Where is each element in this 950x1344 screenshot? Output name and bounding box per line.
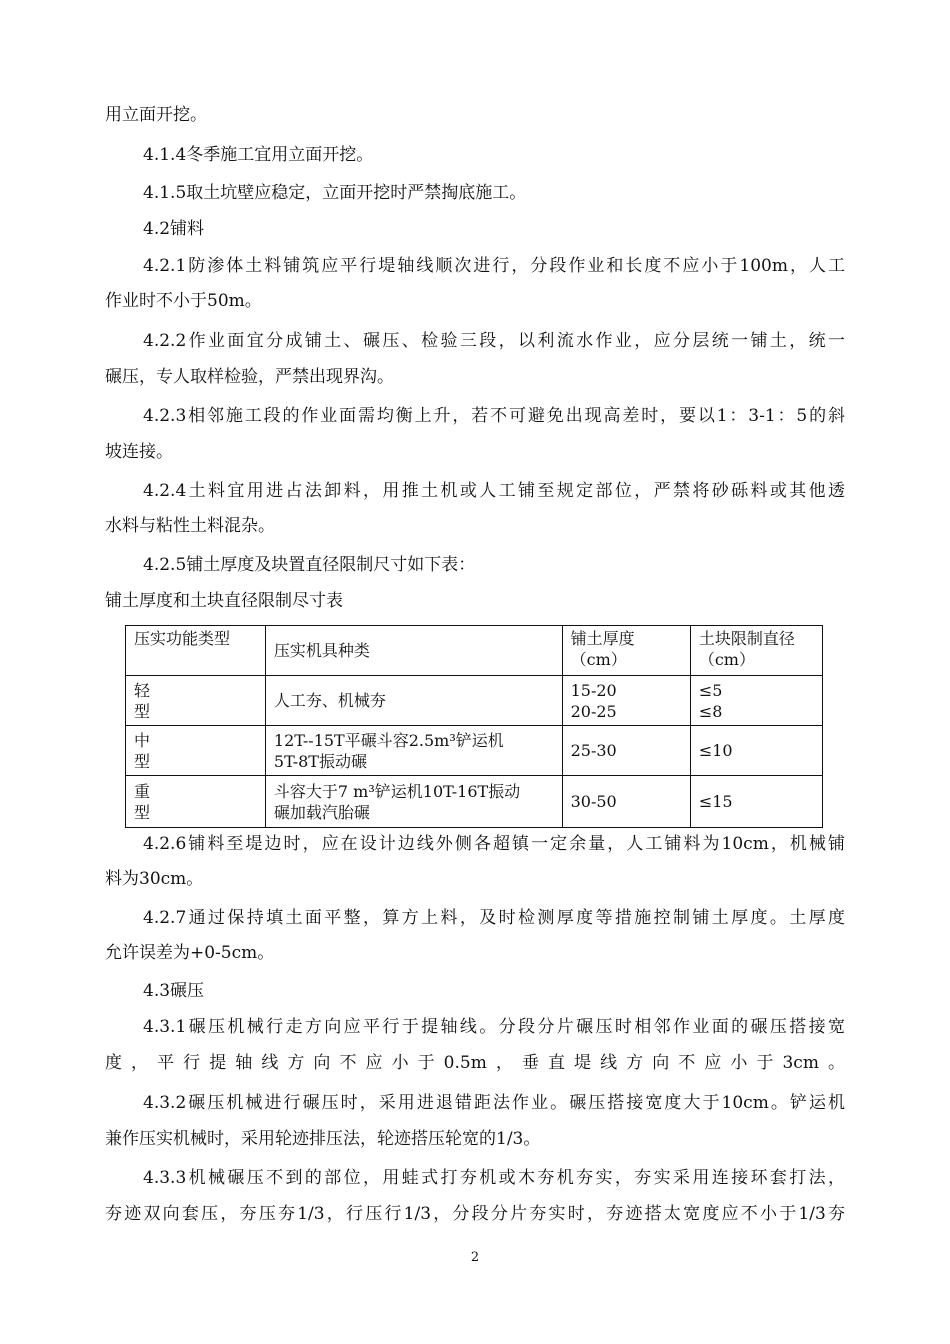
paragraph-line: 料为30cm。 <box>105 869 204 889</box>
paragraph-line: 4.2.1防渗体土料铺筑应平行堤轴线顺次进行，分段作业和长度不应小于100m，人工 <box>143 256 845 276</box>
type-label: 重 型 <box>134 781 181 822</box>
paragraph-line: 作业时不小于50m。 <box>105 291 262 311</box>
paragraph-line: 水料与粘性土料混杂。 <box>105 516 275 536</box>
diameter-line: ≤8 <box>698 701 723 721</box>
page-number: 2 <box>470 1250 480 1265</box>
paragraph-line: 4.1.4冬季施工宜用立面开挖。 <box>143 145 374 165</box>
cell-diameter <box>690 776 822 828</box>
machine-line: 5T-8T振动碾 <box>273 751 367 771</box>
machine-line: 人工夯、机械夯 <box>273 691 386 710</box>
table-caption: 铺土厚度和土块直径限制尽寸表 <box>105 591 343 611</box>
paragraph-line: 4.2.5铺土厚度及块置直径限制尺寸如下表： <box>143 555 476 575</box>
header-type: 压实功能类型 <box>126 626 266 676</box>
paragraph-line: 4.1.5取土坑壁应稳定，立面开挖时严禁掏底施工。 <box>143 183 527 203</box>
cell-machine <box>265 726 562 776</box>
section-heading: 4.2铺料 <box>143 219 205 239</box>
paragraph-line: 4.2.4土料宜用进占法卸料，用推土机或人工铺至规定部位，严禁将砂砾料或其他透 <box>143 481 845 501</box>
paragraph-line: 夯迹双向套压，夯压夯1/3，行压行1/3，分段分片夯实时，夯迹搭太宽度应不小于1/3夯 <box>105 1204 845 1224</box>
paragraph-line: 用立面开挖。 <box>105 105 207 125</box>
paragraph-line: 4.2.2作业面宜分成铺土、碾压、检验三段，以利流水作业，应分层统一铺土，统一 <box>143 331 845 351</box>
paragraph-line: 4.2.7通过保持填土面平整，算方上料，及时检测厚度等措施控制铺土厚度。土厚度 <box>143 908 845 928</box>
machine-line: 12T--15T平碾斗容2.5m³铲运机 <box>273 730 504 750</box>
header-machine: 压实机具种类 <box>265 626 562 676</box>
type-label: 轻 型 <box>134 680 181 721</box>
type-label: 中 型 <box>134 730 181 771</box>
cell-type <box>126 776 266 828</box>
table-row <box>126 776 823 828</box>
table-row <box>126 726 823 776</box>
paragraph-line: 4.3.2碾压机械进行碾压时，采用进退错距法作业。碾压搭接宽度大于10cm。铲运机 <box>143 1093 845 1113</box>
thickness-line: 25-30 <box>570 741 617 760</box>
machine-line: 斗容大于7 m³铲运机10T-16T振动 <box>273 781 521 801</box>
machine-line: 碾加载汽胎碾 <box>273 802 370 822</box>
thickness-line: 30-50 <box>570 792 617 811</box>
paragraph-line: 4.2.6铺料至堤边时，应在设计边线外侧各超镇一定余量，人工铺料为10cm，机械铺 <box>143 834 845 854</box>
paragraph-line: 坡连接。 <box>105 442 173 462</box>
table-row <box>126 676 823 726</box>
paragraph-line: 度，平行提轴线方向不应小于0.5m，垂直堤线方向不应小于3cm。 <box>105 1053 845 1073</box>
cell-machine <box>265 776 562 828</box>
cell-machine <box>265 676 562 726</box>
paragraph-line: 允许误差为+0-5cm。 <box>105 943 275 963</box>
thickness-line: 15-20 <box>570 680 617 700</box>
header-diameter: 土块限制直径（cm） <box>690 626 822 676</box>
paragraph-line: 4.2.3相邻施工段的作业面需均衡上升，若不可避免出现高差时，要以1：3-1：5的斜 <box>143 406 845 426</box>
header-thickness: 铺土厚度（cm） <box>562 626 690 676</box>
cell-thickness <box>562 776 690 828</box>
compaction-spec-table <box>125 625 823 828</box>
paragraph-line: 4.3.3机械碾压不到的部位，用蛙式打夯机或木夯机夯实，夯实采用连接环套打法， <box>143 1168 845 1188</box>
table-header-row <box>126 626 823 676</box>
cell-thickness <box>562 676 690 726</box>
diameter-line: ≤10 <box>698 741 733 760</box>
paragraph-line: 4.3.1碾压机械行走方向应平行于提轴线。分段分片碾压时相邻作业面的碾压搭接宽 <box>143 1017 845 1037</box>
cell-thickness <box>562 726 690 776</box>
section-heading: 4.3碾压 <box>143 981 205 1001</box>
thickness-line: 20-25 <box>570 701 617 721</box>
cell-diameter <box>690 726 822 776</box>
paragraph-line: 兼作压实机械时，采用轮迹排压法，轮迹搭压轮宽的1/3。 <box>105 1129 541 1149</box>
diameter-line: ≤15 <box>698 792 733 811</box>
cell-diameter <box>690 676 822 726</box>
paragraph-line: 碾压，专人取样检验，严禁出现界沟。 <box>105 367 394 387</box>
cell-type <box>126 676 266 726</box>
cell-type <box>126 726 266 776</box>
diameter-line: ≤5 <box>698 680 723 700</box>
